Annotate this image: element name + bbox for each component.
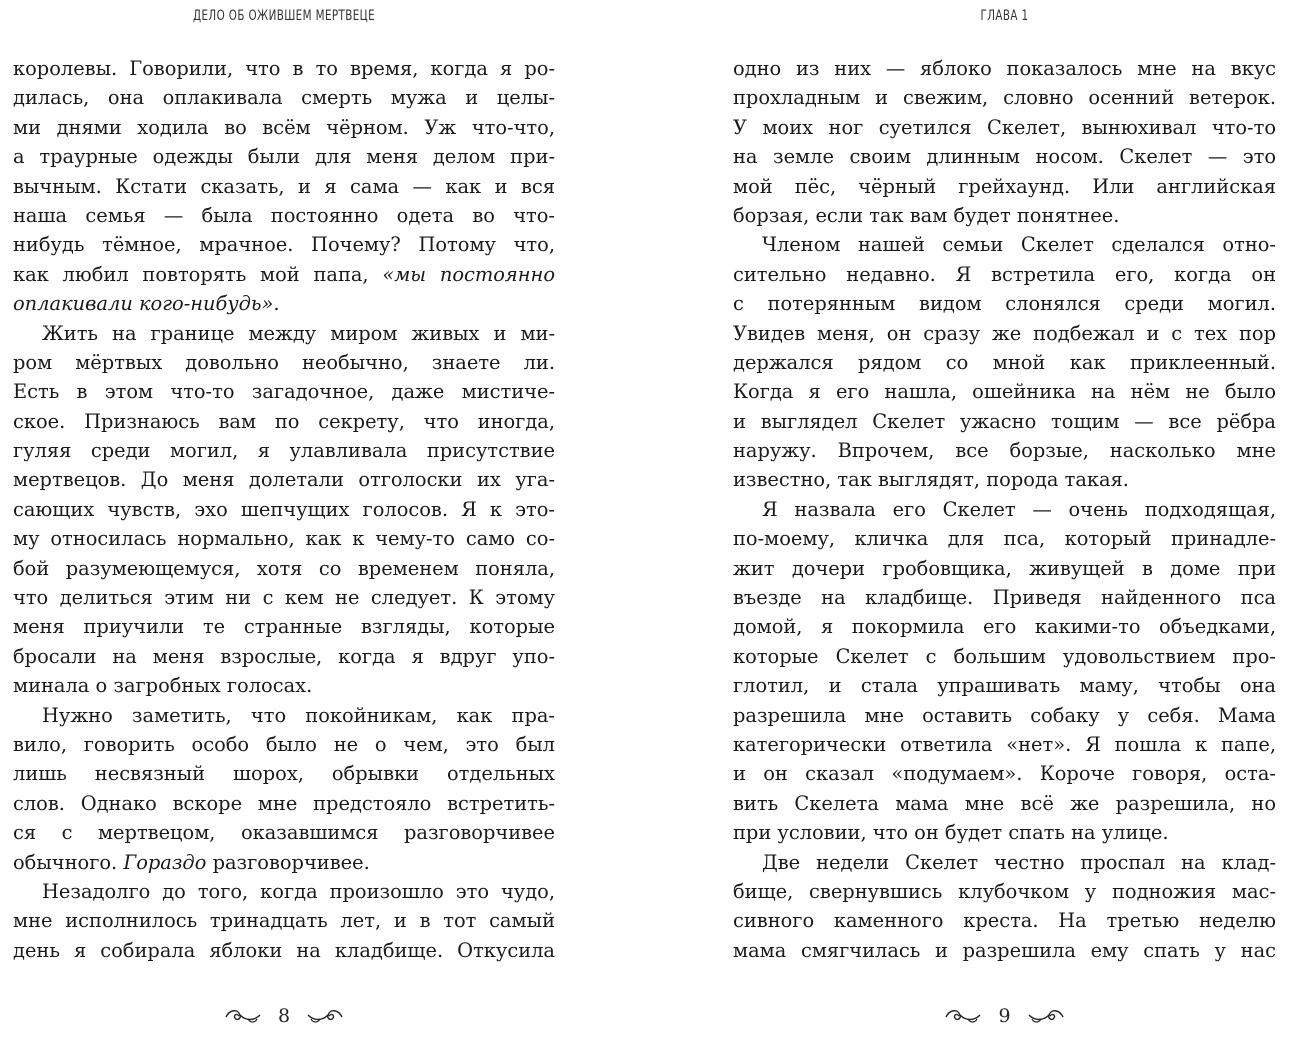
text-line: ром мёртвых довольно необычно, знаете ли. xyxy=(13,350,555,374)
text-line: Членом нашей семьи Скелет сделался отно- xyxy=(762,233,1276,257)
text-line: Две недели Скелет честно проспал на клад- xyxy=(762,850,1276,874)
swirl-ornament-icon xyxy=(306,1007,344,1025)
text-line: а траурные одежды были для меня делом при- xyxy=(13,145,555,169)
swirl-ornament-icon xyxy=(944,1007,982,1025)
text-line: слов. Однако вскоре мне предстояло встретить- xyxy=(13,791,555,815)
text-line: Я назвала его Скелет — очень подходящая, xyxy=(762,497,1276,521)
text-line: меня приучили те странные взгляды, которые xyxy=(13,615,555,639)
text-line: одно из них — яблоко показалось мне на вкус xyxy=(733,57,1276,80)
text-line: по-моему, кличка для пса, который принадле- xyxy=(733,527,1276,551)
text-line: му относилась нормально, как к чему-то само со- xyxy=(13,527,555,551)
text-line: нибудь тёмное, мрачное. Почему? Потому что, xyxy=(13,233,555,257)
text-line: оплакивали кого-нибудь». xyxy=(13,292,280,316)
text-line: Когда я его нашла, ошейника на нём не было xyxy=(733,380,1276,404)
text-line: с потерянным видом слонялся среди могил. xyxy=(733,292,1276,316)
text-line: вило, говорить особо было не о чем, это был xyxy=(13,732,555,756)
right-page xyxy=(733,0,1276,1043)
text-line: на земле своим длинным носом. Скелет — это xyxy=(733,145,1276,169)
text-line: обычного. Гораздо разговорчивее. xyxy=(13,850,370,874)
text-line: жит дочери гробовщика, живущей в доме при xyxy=(733,556,1276,580)
text-line: вить Скелета мама мне всё же разрешила, но xyxy=(733,791,1276,815)
text-line: въезде на кладбище. Приведя найденного пса xyxy=(733,586,1276,610)
text-line: Жить на границе между миром живых и ми- xyxy=(42,321,555,345)
text-line: известно, так выглядят, порода такая. xyxy=(733,468,1129,492)
text-line: наружу. Впрочем, все борзые, насколько мне xyxy=(733,439,1276,463)
text-line: прохладным и свежим, словно осенний ветерок. xyxy=(733,86,1276,110)
text-line: Нужно заметить, что покойникам, как пра- xyxy=(42,703,555,727)
text-line: У моих ног суетился Скелет, вынюхивал что-то xyxy=(733,115,1276,139)
running-head-left: ДЕЛО ОБ ОЖИВШЕМ МЕРТВЕЦЕ xyxy=(192,8,376,24)
text-line: вычным. Кстати сказать, и я сама — как и вся xyxy=(13,174,555,198)
text-line: Незадолго до того, когда произошло это чудо, xyxy=(42,879,555,903)
text-line: дилась, она оплакивала смерть мужа и целы- xyxy=(13,86,555,110)
swirl-ornament-icon xyxy=(1027,1007,1065,1025)
text-line: минала о загробных голосах. xyxy=(13,674,313,698)
text-line: Увидев меня, он сразу же подбежал и с тех пор xyxy=(733,321,1276,345)
folio-right xyxy=(733,1001,1276,1031)
text-line: бище, свернувшись клубочком у подножия мас- xyxy=(733,879,1276,903)
text-line: сительно недавно. Я встретила его, когда он xyxy=(733,262,1276,286)
text-line: мне исполнилось тринадцать лет, и в тот самый xyxy=(13,909,555,933)
text-line: сающих чувств, эхо шепчущих голосов. Я к это- xyxy=(13,497,555,521)
text-line: королевы. Говорили, что в то время, когда я ро- xyxy=(13,57,555,80)
text-line: разрешила мне оставить собаку у себя. Мама xyxy=(733,703,1276,727)
left-page xyxy=(13,0,555,1043)
page-number-right: 9 xyxy=(998,1005,1011,1027)
right-page-body xyxy=(733,54,1276,965)
text-line: сивного каменного креста. На третью неделю xyxy=(733,909,1276,933)
text-line: бросали на меня взрослые, когда я вдруг упо- xyxy=(13,644,555,668)
text-line: ми днями ходила во всём чёрном. Уж что-что, xyxy=(13,115,555,139)
text-line: ское. Признаюсь вам по секрету, что иногда, xyxy=(13,409,555,433)
text-line: мой пёс, чёрный грейхаунд. Или английская xyxy=(733,174,1276,198)
text-line: категорически ответила «нет». Я пошла к папе, xyxy=(733,732,1276,756)
text-line: как любил повторять мой папа, «мы постоянно xyxy=(13,262,555,286)
text-line: и выглядел Скелет ужасно тощим — все рёбра xyxy=(733,409,1276,433)
text-line: и он сказал «подумаем». Короче говоря, оста- xyxy=(733,762,1276,786)
folio-left xyxy=(13,1001,555,1031)
text-line: держался рядом со мной как приклеенный. xyxy=(733,350,1276,374)
text-line: гуляя среди могил, я улавливала присутствие xyxy=(13,439,555,463)
text-line: которые Скелет с большим удовольствием про- xyxy=(733,644,1276,668)
running-head-right: ГЛАВА 1 xyxy=(980,8,1029,24)
page-number-left: 8 xyxy=(277,1005,291,1027)
text-line: домой, я покормила его какими-то объедками, xyxy=(733,615,1276,639)
left-page-body xyxy=(13,54,555,965)
text-line: наша семья — была постоянно одета во что- xyxy=(13,203,555,227)
text-line: бой разумеющемуся, хотя со временем поняла, xyxy=(13,556,555,580)
text-line: при условии, что он будет спать на улице. xyxy=(733,821,1169,845)
text-line: глотил, и стала упрашивать маму, чтобы она xyxy=(733,674,1276,698)
text-line: что делиться этим ни с кем не следует. К этому xyxy=(13,586,555,610)
text-line: мертвецов. До меня долетали отголоски их уга- xyxy=(13,468,555,492)
text-line: мама смягчилась и разрешила ему спать у нас xyxy=(733,938,1276,962)
text-line: лишь несвязный шорох, обрывки отдельных xyxy=(13,762,555,786)
swirl-ornament-icon xyxy=(224,1007,262,1025)
text-line: Есть в этом что-то загадочное, даже мистиче- xyxy=(13,380,555,404)
text-line: борзая, если так вам будет понятнее. xyxy=(733,203,1120,227)
text-line: ся с мертвецом, оказавшимся разговорчивее xyxy=(13,821,555,845)
text-line: день я собирала яблоки на кладбище. Откусила xyxy=(13,938,555,962)
